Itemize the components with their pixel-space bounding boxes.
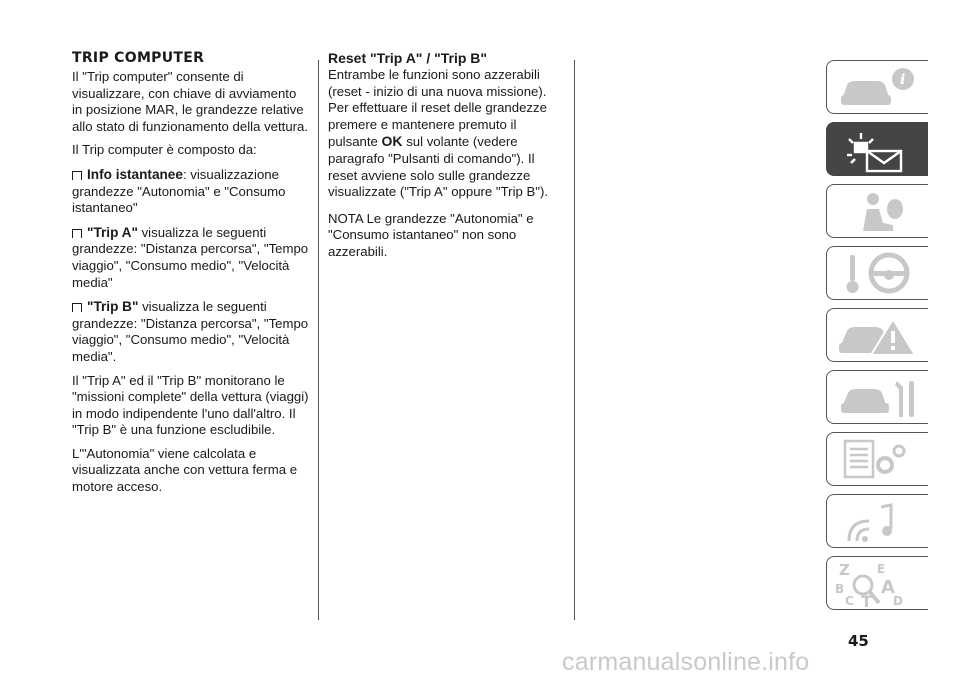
bullet-icon xyxy=(72,171,82,180)
missions-paragraph: Il "Trip A" ed il "Trip B" monitorano le "missioni complete" della vettura (viaggi) in modo indipendente l'uno dall'altro. Il "Trip B" è una funzione escludibile. xyxy=(72,372,309,438)
section-title-trip-computer: TRIP COMPUTER xyxy=(72,50,205,66)
item-label: Info istantanee xyxy=(87,166,183,182)
ok-button-label: OK xyxy=(381,133,403,150)
column-divider xyxy=(574,60,575,620)
tab-warning-lights[interactable] xyxy=(826,122,928,176)
car-info-icon xyxy=(833,63,927,113)
note-paragraph: NOTA Le grandezze "Autonomia" e "Consumo istantaneo" non sono azzerabili. xyxy=(328,210,534,259)
warning-light-message-icon xyxy=(833,125,927,175)
section-title-reset: Reset "Trip A" / "Trip B" xyxy=(328,50,488,66)
reset-text-b: sul volante (vedere paragrafo "Pulsanti di comando"). Il reset avviene solo sulle grandezze visualizzate ("Trip A" oppure "Trip B"). xyxy=(328,134,549,200)
multimedia-icon xyxy=(833,497,927,547)
svg-text:C: C xyxy=(845,594,854,608)
tab-technical-data[interactable] xyxy=(826,432,928,486)
list-item-trip-a xyxy=(72,224,310,291)
item-text: : visualizzazione grandezze "Autonomia" e "Consumo istantaneo" xyxy=(72,166,286,216)
tab-starting-driving[interactable] xyxy=(826,246,928,300)
car-maintenance-icon xyxy=(833,373,927,423)
intro-paragraph: Il "Trip computer" consente di visualizzare, con chiave di avviamento in posizione MAR, le grandezze relative allo stato di funzionamento della vettura. xyxy=(72,69,309,134)
tab-index[interactable] xyxy=(826,556,928,610)
car-emergency-icon xyxy=(833,311,927,361)
autonomy-paragraph: L'"Autonomia" viene calcolata e visualizzata anche con vettura ferma e motore acceso. xyxy=(72,445,298,495)
reset-paragraph xyxy=(328,67,564,201)
column-divider xyxy=(318,60,319,620)
left-column xyxy=(72,50,310,503)
tab-maintenance[interactable] xyxy=(826,370,928,424)
svg-text:Z: Z xyxy=(839,561,850,579)
alphabetical-index-icon xyxy=(833,559,927,609)
item-label: "Trip A" xyxy=(87,224,138,240)
reset-text-a: Entrambe le funzioni sono azzerabili (reset - inizio di una nuova missione). Per effettuare il reset delle grandezze premere e mantenere premuto il pulsante xyxy=(328,67,547,150)
svg-text:A: A xyxy=(881,577,895,598)
item-text: visualizza le seguenti grandezze: "Distanza percorsa", "Tempo viaggio", "Consumo medio", "Velocità media" xyxy=(72,224,309,290)
tab-multimedia[interactable] xyxy=(826,494,928,548)
page-number: 45 xyxy=(848,632,869,650)
tab-safety[interactable] xyxy=(826,184,928,238)
item-text: visualizza le seguenti grandezze: "Distanza percorsa", "Tempo viaggio", "Consumo medio", "Velocità media". xyxy=(72,299,309,364)
watermark: carmanualsonline.info xyxy=(562,648,810,676)
bullet-icon xyxy=(72,229,82,238)
technical-data-icon xyxy=(833,435,927,485)
list-item-trip-b xyxy=(72,298,310,365)
svg-text:E: E xyxy=(877,562,886,576)
tab-emergency[interactable] xyxy=(826,308,928,362)
list-item-info xyxy=(72,166,310,217)
composed-paragraph: Il Trip computer è composto da: xyxy=(72,142,257,158)
item-label: "Trip B" xyxy=(87,299,139,315)
svg-text:T: T xyxy=(861,592,872,609)
svg-text:B: B xyxy=(835,582,845,596)
bullet-icon xyxy=(72,303,82,312)
tab-car-info[interactable] xyxy=(826,60,928,114)
svg-text:i: i xyxy=(900,72,906,88)
svg-text:D: D xyxy=(893,594,903,608)
middle-column xyxy=(328,50,564,268)
seat-airbag-icon xyxy=(833,187,927,237)
key-steering-wheel-icon xyxy=(833,249,927,299)
